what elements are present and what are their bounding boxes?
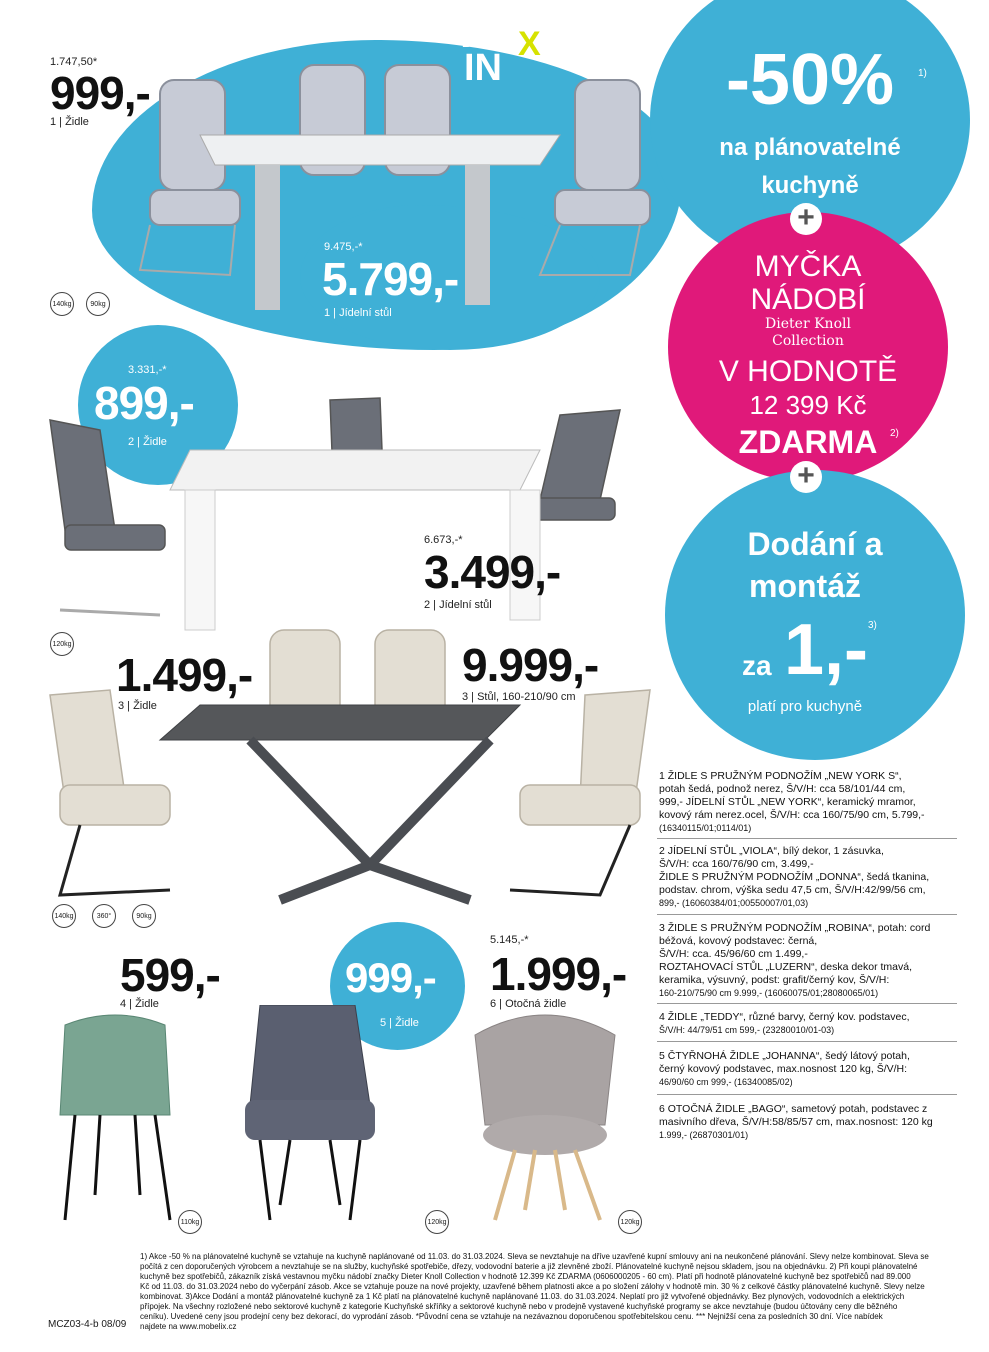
load-capacity-icon: 120kg bbox=[425, 1210, 449, 1234]
desc-line: keramika, výsuvný, podst: grafit/černý kov, Š/V/H: bbox=[659, 974, 890, 986]
table-york-original-price: 9.475,-* bbox=[324, 241, 363, 253]
chair-bago-caption: 6 | Otočná židle bbox=[490, 998, 567, 1010]
divider bbox=[657, 1094, 957, 1095]
divider bbox=[657, 1041, 957, 1042]
dish-title-2: NÁDOBÍ bbox=[750, 283, 866, 316]
plus-icon: + bbox=[790, 461, 822, 493]
page-code: MCZ03-4-b 08/09 bbox=[48, 1319, 127, 1330]
desc-line: 6 OTOČNÁ ŽIDLE „BAGO“, sametový potah, podstavec z bbox=[659, 1103, 928, 1115]
viola-set-image bbox=[40, 380, 640, 640]
load-capacity-icon: 110kg bbox=[178, 1210, 202, 1234]
footnote-line: ceníku). Uvedené ceny jsou prodejní ceny bez dekorací, do vyprodání zásob. *Původní cena se vztahuje na nezávaznou doporučenou spotřebitelskou cenu. *** Nejnižší cena za posledních 30 dní. Více nabídek bbox=[140, 1312, 883, 1321]
desc-line: masivního dřeva, Š/V/H:58/85/57 cm, max.nosnost: 120 kg bbox=[659, 1116, 933, 1128]
discount-text-2: kuchyně bbox=[761, 172, 859, 199]
x-mark: X bbox=[518, 25, 541, 63]
footnote-line: přípojek. Na všechny rozložené nebo sektorové kuchyně z kategorie Kuchyňské skříňky a sektorové kuchyně nebo v prodejně vystavené kuchyňské programy se akce nevztahuje (budou účtovány ceny dle běžného bbox=[140, 1302, 898, 1311]
footnote-line: 1) Akce -50 % na plánovatelné kuchyně se vztahuje na kuchyně naplánované od 11.03. do 31.03.2024. Sleva se nevztahuje na dříve uzavřené kupní smlouvy ani na neukončené plánování. Slevy nelze kombinovat. Sleva se bbox=[140, 1252, 929, 1261]
footnote-line: kombinovat. 3)Akce Dodání a montáž plánovatelné kuchyně za 1 Kč platí na plánovatelné kuchyně naplánované 11.03. do 31.03.2024. Neplatí pro již vytvořené objednávky. Bez plynových, vodovodních a elektrických bbox=[140, 1292, 905, 1301]
table-york-price: 5.799,- bbox=[322, 253, 459, 305]
budte-label: BUĎTE bbox=[462, 35, 507, 50]
plus-icon: + bbox=[790, 203, 822, 235]
table-luzern-price: 9.999,- bbox=[462, 639, 599, 691]
chair-york-price: 999,- bbox=[50, 67, 150, 119]
desc-line: 5 ČTYŘNOHÁ ŽIDLE „JOHANNA“, šedý látový potah, bbox=[659, 1050, 910, 1062]
desc-code: 46/90/60 cm 999,- (16340085/02) bbox=[659, 1077, 793, 1087]
desc-code: (16340115/01;0114/01) bbox=[659, 823, 752, 833]
description-5 bbox=[659, 1050, 959, 1089]
chair-york-caption: 1 | Židle bbox=[50, 116, 89, 128]
swivel-icon: 360° bbox=[92, 904, 116, 928]
dish-note: 2) bbox=[890, 428, 899, 439]
chair-teddy-caption: 4 | Židle bbox=[120, 998, 159, 1010]
description-4 bbox=[659, 1011, 959, 1037]
description-2 bbox=[659, 845, 959, 910]
load-capacity-icon: 120kg bbox=[50, 632, 74, 656]
chair-bago-price: 1.999,- bbox=[490, 948, 627, 1000]
delivery-price: 1,- bbox=[784, 610, 869, 690]
table-viola-original-price: 6.673,-* bbox=[424, 534, 463, 546]
desc-line: potah šedá, podnož nerez, Š/V/H: cca 58/101/44 cm, bbox=[659, 783, 906, 795]
footnote-line: kuchyně bez spotřebičů, zákazník získá vestavnou myčku nádobí značky Dieter Knoll Collection v hodnotě 12.399 Kč ZDARMA (0606000205 - 60 cm). Platí při hodnotě plánovatelné kuchyně bez spotřebičů nad 89.000 bbox=[140, 1272, 911, 1281]
footnote-line: počítá z cen doporučených výrobcem a nevztahuje se na služby, kuchyňské spotřebiče, dřezy, vodovodní baterie a již zlevněné zboží. Plánovatelné kuchyně nejsou skladem, jsou na objednávku. 2) Při koupi plánovatelné bbox=[140, 1262, 918, 1271]
desc-line: 4 ŽIDLE „TEDDY“, různé barvy, černý kov. podstavec, bbox=[659, 1011, 910, 1023]
table-viola-price: 3.499,- bbox=[424, 546, 561, 598]
dish-value-1: V HODNOTĚ bbox=[718, 355, 898, 388]
load-capacity-icon: 140kg bbox=[50, 292, 74, 316]
divider bbox=[657, 1003, 957, 1004]
desc-line: 3 ŽIDLE S PRUŽNÝM PODNOŽÍM „ROBINA“, potah: cord bbox=[659, 922, 931, 934]
desc-code: 160-210/75/90 cm 9.999,- (16060075/01;28080065/01) bbox=[659, 988, 879, 998]
desc-line: 1 ŽIDLE S PRUŽNÝM PODNOŽÍM „NEW YORK S“, bbox=[659, 770, 902, 782]
delivery-sub: platí pro kuchyně bbox=[747, 698, 863, 715]
chair-robina-caption: 3 | Židle bbox=[118, 700, 157, 712]
desc-line: podstav. chrom, výška sedu 47,5 cm, Š/V/H:42/99/56 cm, bbox=[659, 884, 926, 896]
desc-line: 2 JÍDELNÍ STŮL „VIOLA“, bílý dekor, 1 zásuvka, bbox=[659, 845, 884, 857]
desc-line: ROZTAHOVACÍ STŮL „LUZERN“, deska dekor tmavá, bbox=[659, 961, 913, 973]
chair-robina-price: 1.499,- bbox=[116, 649, 253, 701]
dish-value-2: 12 399 Kč bbox=[749, 390, 867, 420]
bago-chair-image bbox=[475, 1015, 615, 1220]
desc-line: Š/V/H: cca 160/76/90 cm, 3.499,- bbox=[659, 858, 814, 870]
discount-value: -50% bbox=[725, 40, 895, 120]
table-viola-caption: 2 | Jídelní stůl bbox=[424, 599, 492, 611]
footnote-line: najdete na www.mobelix.cz bbox=[140, 1322, 237, 1331]
chair-donna-original-price: 3.331,-* bbox=[128, 364, 167, 376]
description-1 bbox=[659, 770, 959, 835]
divider bbox=[657, 838, 957, 839]
desc-code: 1.999,- (26870301/01) bbox=[659, 1130, 749, 1140]
load-capacity-icon: 90kg bbox=[132, 904, 156, 928]
load-capacity-icon: 140kg bbox=[52, 904, 76, 928]
description-3 bbox=[659, 922, 959, 1000]
desc-line: kovový rám nerez.ocel, Š/V/H: cca 160/75/90 cm, 5.799,- bbox=[659, 809, 925, 821]
desc-line: béžová, kovový podstavec: černá, bbox=[659, 935, 818, 947]
desc-code: 899,- (16060384/01;00550007/01,03) bbox=[659, 898, 809, 908]
discount-text-1: na plánovatelné bbox=[719, 134, 901, 161]
delivery-title-1: Dodání a bbox=[747, 526, 883, 562]
chair-york-image bbox=[140, 65, 650, 275]
table-luzern-caption: 3 | Stůl, 160-210/90 cm bbox=[462, 691, 576, 703]
chair-johanna-caption: 5 | Židle bbox=[380, 1017, 419, 1029]
bottom-chairs-image bbox=[55, 1005, 655, 1230]
footnote-line: Kč od 11.03. do 31.03.2024 nebo do vyčerpání zásob. Akce se vztahuje pouze na nové projekty, uzavřené během platnosti akce a po složení zálohy v hodnotě min. 30 % z celkové částky plánovatelné kuchyně. Slevy nelze bbox=[140, 1282, 925, 1291]
dish-brand-2: Collection bbox=[772, 333, 844, 349]
teddy-chair-image bbox=[60, 1015, 170, 1220]
description-6 bbox=[659, 1103, 959, 1142]
dish-free: ZDARMA bbox=[738, 424, 878, 460]
desc-line: ŽIDLE S PRUŽNÝM PODNOŽÍM „DONNA“, šedá tkanina, bbox=[659, 871, 930, 883]
desc-line: černý kovový podstavec, max.nosnost 120 kg, Š/V/H: bbox=[659, 1063, 908, 1075]
load-capacity-icon: 120kg bbox=[618, 1210, 642, 1234]
delivery-note: 3) bbox=[868, 620, 877, 631]
delivery-prefix: za bbox=[742, 650, 772, 681]
chair-johanna-price: 999,- bbox=[345, 954, 436, 1001]
chair-bago-original-price: 5.145,-* bbox=[490, 934, 529, 946]
delivery-title-2: montáž bbox=[749, 568, 861, 604]
in-label: IN bbox=[464, 47, 502, 89]
desc-line: 999,- JÍDELNÍ STŮL „NEW YORK“, keramický mramor, bbox=[659, 796, 916, 808]
chair-donna-price: 899,- bbox=[94, 377, 194, 429]
chair-teddy-price: 599,- bbox=[120, 949, 220, 1001]
divider bbox=[657, 914, 957, 915]
table-york-caption: 1 | Jídelní stůl bbox=[324, 307, 392, 319]
footnote bbox=[140, 1252, 960, 1332]
desc-line: Š/V/H: cca. 45/96/60 cm 1.499,- bbox=[659, 948, 808, 960]
load-capacity-icon: 90kg bbox=[86, 292, 110, 316]
dish-brand-1: Dieter Knoll bbox=[765, 316, 851, 332]
dish-title-1: MYČKA bbox=[754, 250, 862, 283]
chair-york-original-price: 1.747,50* bbox=[50, 56, 98, 68]
johanna-chair-image bbox=[245, 1005, 375, 1220]
chair-donna-caption: 2 | Židle bbox=[128, 436, 167, 448]
desc-code: Š/V/H: 44/79/51 cm 599,- (23280010/01-03) bbox=[659, 1025, 835, 1035]
discount-note: 1) bbox=[918, 68, 927, 79]
